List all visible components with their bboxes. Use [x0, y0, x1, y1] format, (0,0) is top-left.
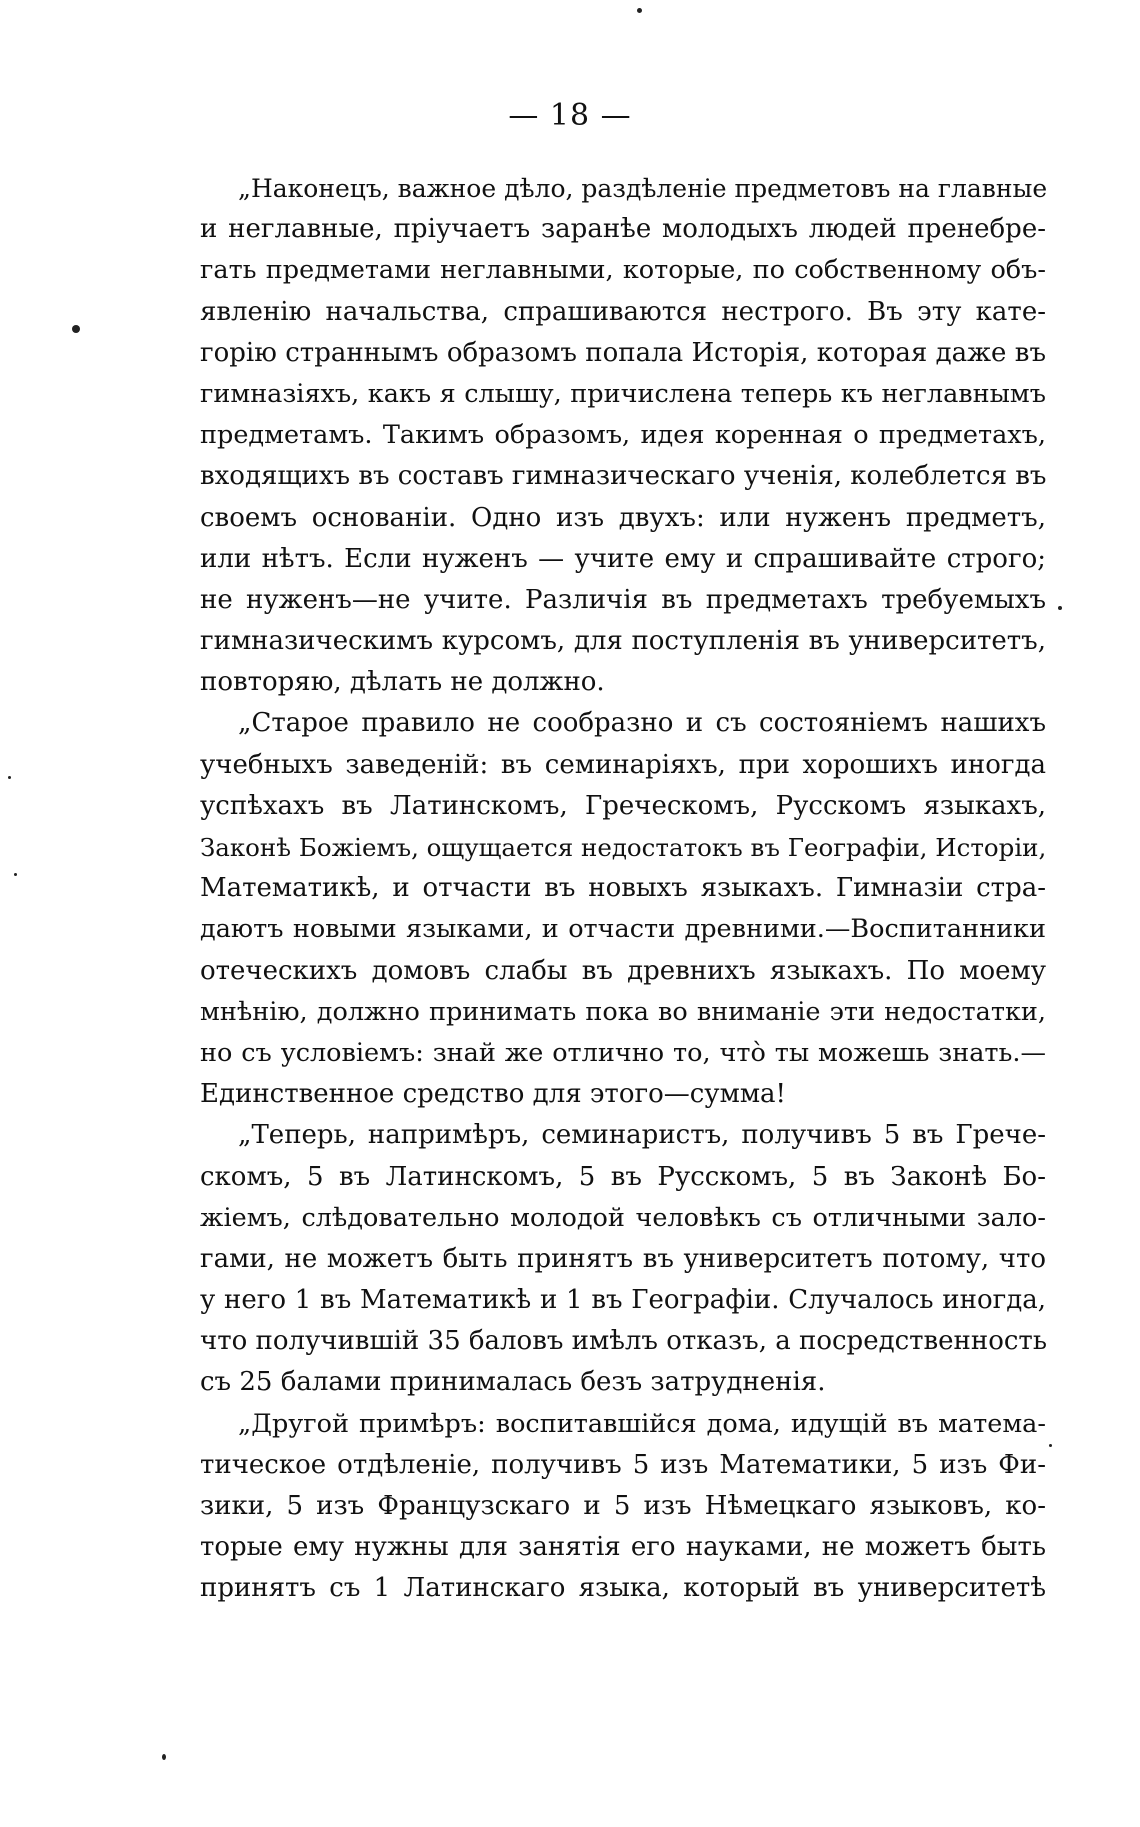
text-line: гать предметами неглавными, которые, по собственному объ-: [200, 255, 1046, 286]
scan-speck: [8, 776, 11, 779]
text-line: „Наконецъ, важное дѣло, раздѣленіе предметовъ на главные: [238, 174, 1048, 203]
scan-speck: [14, 873, 17, 876]
scan-speck: [1058, 606, 1062, 610]
body-text: [200, 168, 1046, 1610]
text-line: „Другой примѣръ: воспитавшійся дома, идущій въ матема-: [238, 1408, 1046, 1439]
text-line: успѣхахъ въ Латинскомъ, Греческомъ, Русскомъ языкахъ,: [200, 790, 1046, 821]
paragraph: [200, 168, 1046, 703]
paragraph: [200, 1115, 1046, 1403]
text-line: Единственное средство для этого—сумма!: [200, 1079, 787, 1110]
text-line: скомъ, 5 въ Латинскомъ, 5 въ Русскомъ, 5 въ Законѣ Бо-: [200, 1161, 1046, 1192]
scan-speck: [72, 325, 80, 333]
text-line: даютъ новыми языками, и отчасти древними.—Воспитанники: [200, 914, 1046, 945]
text-line: не нуженъ—не учите. Различія въ предметахъ требуемыхъ: [200, 584, 1046, 615]
text-line: или нѣтъ. Если нуженъ — учите ему и спрашивайте строго;: [200, 543, 1046, 574]
text-line: жіемъ, слѣдовательно молодой человѣкъ съ отличными зало-: [200, 1202, 1046, 1233]
paragraph: [200, 1404, 1046, 1610]
text-line: съ 25 балами принималась безъ затрудненія.: [200, 1367, 826, 1398]
text-line: Математикѣ, и отчасти въ новыхъ языкахъ. Гимназіи стра-: [200, 873, 1046, 904]
text-line: отеческихъ домовъ слабы въ древнихъ языкахъ. По моему: [200, 955, 1046, 986]
text-line: повторяю, дѣлать не должно.: [200, 667, 605, 698]
text-line: входящихъ въ составъ гимназическаго ученія, колеблется въ: [200, 461, 1047, 492]
text-line: гимназіяхъ, какъ я слышу, причислена теперь къ неглавнымъ: [200, 378, 1046, 409]
text-line: „Теперь, напримѣръ, семинаристъ, получивъ 5 въ Грече-: [238, 1120, 1046, 1151]
text-line: торые ему нужны для занятія его науками, не можетъ быть: [200, 1532, 1046, 1563]
scan-speck: [1049, 1444, 1052, 1447]
text-line: своемъ основаніи. Одно изъ двухъ: или нуженъ предметъ,: [200, 502, 1046, 533]
scan-speck: [162, 1754, 166, 1760]
text-line: гами, не можетъ быть принятъ въ университетъ потому, что: [200, 1243, 1046, 1274]
text-line: Законѣ Божіемъ, ощущается недостатокъ въ Географіи, Исторіи,: [200, 833, 1047, 862]
text-line: но съ условіемъ: знай же отлично то, чтò ты можешь знать.—: [200, 1037, 1046, 1068]
text-line: „Старое правило не сообразно и съ состояніемъ нашихъ: [238, 708, 1046, 739]
text-line: принятъ съ 1 Латинскаго языка, который въ университетѣ: [200, 1573, 1046, 1604]
text-line: что получившій 35 баловъ имѣлъ отказъ, а посредственность: [200, 1326, 1047, 1357]
text-line: и неглавные, пріучаетъ заранѣе молодыхъ людей пренебре-: [200, 214, 1046, 245]
text-line: у него 1 въ Математикѣ и 1 въ Географіи. Случалось иногда,: [200, 1285, 1046, 1316]
text-line: зики, 5 изъ Французскаго и 5 изъ Нѣмецкаго языковъ, ко-: [200, 1491, 1046, 1521]
text-line: тическое отдѣленіе, получивъ 5 изъ Математики, 5 изъ Фи-: [200, 1449, 1046, 1480]
text-line: горію страннымъ образомъ попала Исторія, которая даже въ: [200, 337, 1046, 368]
text-line: учебныхъ заведеній: въ семинаріяхъ, при хорошихъ иногда: [200, 749, 1046, 780]
text-line: мнѣнію, должно принимать пока во вниманіе эти недостатки,: [200, 996, 1046, 1027]
text-line: гимназическимъ курсомъ, для поступленія въ университетъ,: [200, 626, 1046, 657]
text-line: предметамъ. Такимъ образомъ, идея коренная о предметахъ,: [200, 420, 1046, 451]
scan-speck: [637, 8, 642, 13]
page-number: — 18 —: [508, 98, 632, 133]
text-line: явленію начальства, спрашиваются нестрого. Въ эту катe-: [200, 296, 1046, 327]
paragraph: [200, 703, 1046, 1115]
